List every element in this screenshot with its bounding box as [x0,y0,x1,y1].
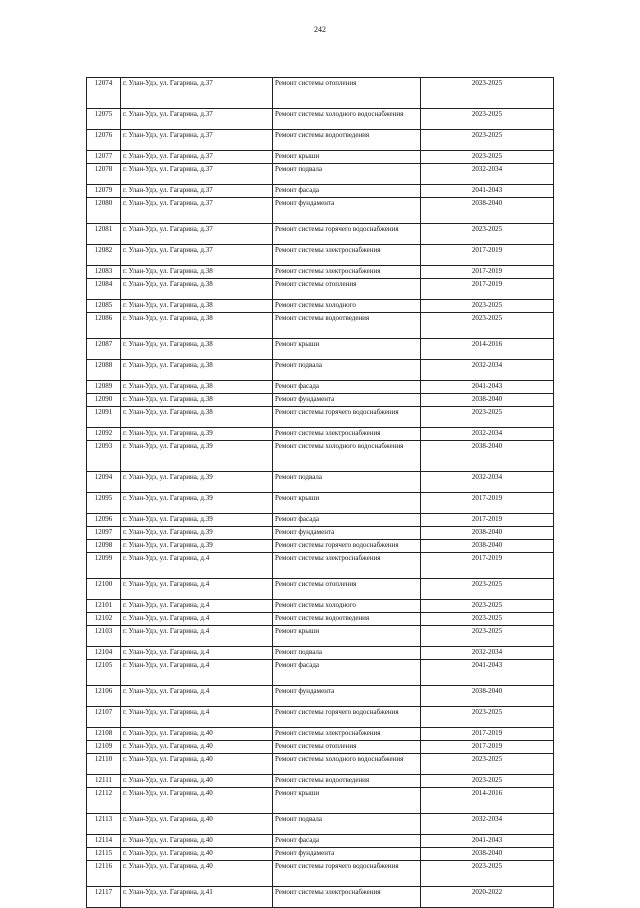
period-cell: 2014-2016 [421,788,554,814]
period-cell: 2041-2043 [421,381,554,394]
address-cell: г. Улан-Удэ, ул. Гагарина, д.4 [121,600,273,613]
work-type-cell: Ремонт фасада [273,381,421,394]
row-id-cell: 12117 [87,887,121,908]
table-row [87,407,554,428]
row-id-cell: 12074 [87,78,121,109]
table-row [87,613,554,626]
work-type-cell: Ремонт системы холодного [273,600,421,613]
row-id-cell: 12110 [87,754,121,775]
address-cell: г. Улан-Удэ, ул. Гагарина, д.4 [121,626,273,647]
address-cell: г. Улан-Удэ, ул. Гагарина, д.39 [121,493,273,514]
work-type-cell: Ремонт крыши [273,788,421,814]
work-type-cell: Ремонт системы отопления [273,78,421,109]
row-id-cell: 12105 [87,660,121,686]
period-cell: 2032-2034 [421,428,554,441]
row-id-cell: 12102 [87,613,121,626]
repair-schedule-table [86,77,554,908]
work-type-cell: Ремонт системы горячего водоснабжения [273,407,421,428]
address-cell: г. Улан-Удэ, ул. Гагарина, д.38 [121,394,273,407]
work-type-cell: Ремонт системы холодного водоснабжения [273,754,421,775]
work-type-cell: Ремонт системы водоотведения [273,313,421,339]
address-cell: г. Улан-Удэ, ул. Гагарина, д.40 [121,848,273,861]
period-cell: 2023-2025 [421,224,554,245]
period-cell: 2020-2022 [421,887,554,908]
period-cell: 2038-2040 [421,394,554,407]
row-id-cell: 12081 [87,224,121,245]
period-cell: 2017-2019 [421,266,554,279]
work-type-cell: Ремонт системы электроснабжения [273,887,421,908]
address-cell: г. Улан-Удэ, ул. Гагарина, д.37 [121,224,273,245]
period-cell: 2038-2040 [421,527,554,540]
row-id-cell: 12094 [87,472,121,493]
table-row [87,109,554,130]
work-type-cell: Ремонт фундамента [273,527,421,540]
row-id-cell: 12115 [87,848,121,861]
period-cell: 2032-2034 [421,472,554,493]
period-cell: 2023-2025 [421,707,554,728]
table-row [87,279,554,300]
table-row [87,887,554,908]
work-type-cell: Ремонт фасада [273,835,421,848]
work-type-cell: Ремонт крыши [273,626,421,647]
row-id-cell: 12097 [87,527,121,540]
work-type-cell: Ремонт системы горячего водоснабжения [273,224,421,245]
work-type-cell: Ремонт подвала [273,472,421,493]
work-type-cell: Ремонт фасада [273,514,421,527]
period-cell: 2017-2019 [421,741,554,754]
row-id-cell: 12096 [87,514,121,527]
work-type-cell: Ремонт крыши [273,151,421,164]
table-row [87,848,554,861]
row-id-cell: 12109 [87,741,121,754]
table-row [87,164,554,185]
period-cell: 2023-2025 [421,78,554,109]
table-row [87,579,554,600]
row-id-cell: 12087 [87,339,121,360]
address-cell: г. Улан-Удэ, ул. Гагарина, д.40 [121,788,273,814]
period-cell: 2041-2043 [421,835,554,848]
row-id-cell: 12083 [87,266,121,279]
row-id-cell: 12076 [87,130,121,151]
table-row [87,339,554,360]
address-cell: г. Улан-Удэ, ул. Гагарина, д.40 [121,741,273,754]
address-cell: г. Улан-Удэ, ул. Гагарина, д.39 [121,527,273,540]
table-row [87,686,554,707]
period-cell: 2017-2019 [421,279,554,300]
address-cell: г. Улан-Удэ, ул. Гагарина, д.4 [121,660,273,686]
table-row [87,660,554,686]
work-type-cell: Ремонт фундамента [273,394,421,407]
work-type-cell: Ремонт системы водоотведения [273,613,421,626]
row-id-cell: 12080 [87,198,121,224]
table-row [87,493,554,514]
period-cell: 2038-2040 [421,848,554,861]
work-type-cell: Ремонт системы горячего водоснабжения [273,540,421,553]
work-type-cell: Ремонт системы отопления [273,741,421,754]
period-cell: 2017-2019 [421,553,554,579]
period-cell: 2023-2025 [421,313,554,339]
work-type-cell: Ремонт системы электроснабжения [273,266,421,279]
table-row [87,313,554,339]
table-row [87,861,554,887]
address-cell: г. Улан-Удэ, ул. Гагарина, д.37 [121,245,273,266]
table-row [87,553,554,579]
row-id-cell: 12098 [87,540,121,553]
address-cell: г. Улан-Удэ, ул. Гагарина, д.37 [121,151,273,164]
work-type-cell: Ремонт системы холодного водоснабжения [273,441,421,472]
row-id-cell: 12103 [87,626,121,647]
work-type-cell: Ремонт подвала [273,164,421,185]
work-type-cell: Ремонт фасада [273,660,421,686]
row-id-cell: 12114 [87,835,121,848]
work-type-cell: Ремонт системы отопления [273,279,421,300]
address-cell: г. Улан-Удэ, ул. Гагарина, д.39 [121,472,273,493]
period-cell: 2017-2019 [421,493,554,514]
row-id-cell: 12099 [87,553,121,579]
table-row [87,626,554,647]
period-cell: 2014-2016 [421,339,554,360]
table-row [87,775,554,788]
table-row [87,600,554,613]
table-row [87,527,554,540]
table-row [87,360,554,381]
work-type-cell: Ремонт системы электроснабжения [273,728,421,741]
period-cell: 2032-2034 [421,814,554,835]
work-type-cell: Ремонт системы электроснабжения [273,245,421,266]
address-cell: г. Улан-Удэ, ул. Гагарина, д.4 [121,647,273,660]
page-number: 242 [314,25,326,34]
row-id-cell: 12075 [87,109,121,130]
table-row [87,472,554,493]
address-cell: г. Улан-Удэ, ул. Гагарина, д.39 [121,540,273,553]
address-cell: г. Улан-Удэ, ул. Гагарина, д.37 [121,78,273,109]
address-cell: г. Улан-Удэ, ул. Гагарина, д.40 [121,814,273,835]
address-cell: г. Улан-Удэ, ул. Гагарина, д.38 [121,339,273,360]
row-id-cell: 12082 [87,245,121,266]
row-id-cell: 12100 [87,579,121,600]
table-row [87,814,554,835]
work-type-cell: Ремонт фундамента [273,686,421,707]
address-cell: г. Улан-Удэ, ул. Гагарина, д.39 [121,441,273,472]
row-id-cell: 12104 [87,647,121,660]
table-row [87,514,554,527]
row-id-cell: 12113 [87,814,121,835]
period-cell: 2023-2025 [421,613,554,626]
address-cell: г. Улан-Удэ, ул. Гагарина, д.38 [121,381,273,394]
row-id-cell: 12086 [87,313,121,339]
work-type-cell: Ремонт фундамента [273,198,421,224]
address-cell: г. Улан-Удэ, ул. Гагарина, д.38 [121,279,273,300]
address-cell: г. Улан-Удэ, ул. Гагарина, д.37 [121,130,273,151]
period-cell: 2032-2034 [421,164,554,185]
address-cell: г. Улан-Удэ, ул. Гагарина, д.38 [121,313,273,339]
row-id-cell: 12107 [87,707,121,728]
address-cell: г. Улан-Удэ, ул. Гагарина, д.4 [121,707,273,728]
row-id-cell: 12111 [87,775,121,788]
row-id-cell: 12095 [87,493,121,514]
address-cell: г. Улан-Удэ, ул. Гагарина, д.4 [121,613,273,626]
period-cell: 2041-2043 [421,660,554,686]
table-row [87,245,554,266]
row-id-cell: 12093 [87,441,121,472]
work-type-cell: Ремонт системы электроснабжения [273,428,421,441]
table-row [87,741,554,754]
table-row [87,788,554,814]
work-type-cell: Ремонт системы водоотведения [273,775,421,788]
address-cell: г. Улан-Удэ, ул. Гагарина, д.38 [121,300,273,313]
row-id-cell: 12085 [87,300,121,313]
period-cell: 2017-2019 [421,245,554,266]
period-cell: 2023-2025 [421,626,554,647]
address-cell: г. Улан-Удэ, ул. Гагарина, д.39 [121,428,273,441]
row-id-cell: 12112 [87,788,121,814]
table-row [87,835,554,848]
period-cell: 2023-2025 [421,600,554,613]
address-cell: г. Улан-Удэ, ул. Гагарина, д.38 [121,360,273,381]
period-cell: 2038-2040 [421,540,554,553]
address-cell: г. Улан-Удэ, ул. Гагарина, д.40 [121,835,273,848]
address-cell: г. Улан-Удэ, ул. Гагарина, д.37 [121,185,273,198]
row-id-cell: 12106 [87,686,121,707]
table-row [87,728,554,741]
table-row [87,300,554,313]
table-row [87,224,554,245]
work-type-cell: Ремонт системы горячего водоснабжения [273,861,421,887]
period-cell: 2023-2025 [421,775,554,788]
period-cell: 2038-2040 [421,686,554,707]
table-row [87,151,554,164]
row-id-cell: 12089 [87,381,121,394]
address-cell: г. Улан-Удэ, ул. Гагарина, д.38 [121,407,273,428]
row-id-cell: 12092 [87,428,121,441]
period-cell: 2041-2043 [421,185,554,198]
work-type-cell: Ремонт крыши [273,339,421,360]
period-cell: 2023-2025 [421,151,554,164]
work-type-cell: Ремонт системы водоотведения [273,130,421,151]
table-row [87,540,554,553]
work-type-cell: Ремонт системы холодного водоснабжения [273,109,421,130]
address-cell: г. Улан-Удэ, ул. Гагарина, д.39 [121,514,273,527]
period-cell: 2032-2034 [421,360,554,381]
period-cell: 2023-2025 [421,130,554,151]
table-row [87,381,554,394]
work-type-cell: Ремонт системы отопления [273,579,421,600]
table-row [87,647,554,660]
period-cell: 2023-2025 [421,300,554,313]
row-id-cell: 12108 [87,728,121,741]
address-cell: г. Улан-Удэ, ул. Гагарина, д.37 [121,109,273,130]
row-id-cell: 12077 [87,151,121,164]
period-cell: 2023-2025 [421,109,554,130]
work-type-cell: Ремонт подвала [273,814,421,835]
period-cell: 2032-2034 [421,647,554,660]
row-id-cell: 12078 [87,164,121,185]
table-row [87,266,554,279]
period-cell: 2017-2019 [421,728,554,741]
period-cell: 2038-2040 [421,198,554,224]
table-row [87,78,554,109]
work-type-cell: Ремонт фундамента [273,848,421,861]
table-row [87,394,554,407]
address-cell: г. Улан-Удэ, ул. Гагарина, д.40 [121,861,273,887]
table-row [87,130,554,151]
table-body [87,78,554,908]
address-cell: г. Улан-Удэ, ул. Гагарина, д.4 [121,553,273,579]
address-cell: г. Улан-Удэ, ул. Гагарина, д.4 [121,686,273,707]
table-row [87,707,554,728]
address-cell: г. Улан-Удэ, ул. Гагарина, д.40 [121,775,273,788]
work-type-cell: Ремонт системы холодного [273,300,421,313]
row-id-cell: 12091 [87,407,121,428]
row-id-cell: 12084 [87,279,121,300]
work-type-cell: Ремонт системы горячего водоснабжения [273,707,421,728]
address-cell: г. Улан-Удэ, ул. Гагарина, д.37 [121,198,273,224]
work-type-cell: Ремонт крыши [273,493,421,514]
period-cell: 2023-2025 [421,861,554,887]
address-cell: г. Улан-Удэ, ул. Гагарина, д.38 [121,266,273,279]
work-type-cell: Ремонт фасада [273,185,421,198]
address-cell: г. Улан-Удэ, ул. Гагарина, д.40 [121,754,273,775]
table-row [87,754,554,775]
row-id-cell: 12116 [87,861,121,887]
table-row [87,428,554,441]
work-type-cell: Ремонт системы электроснабжения [273,553,421,579]
period-cell: 2038-2040 [421,441,554,472]
address-cell: г. Улан-Удэ, ул. Гагарина, д.41 [121,887,273,908]
address-cell: г. Улан-Удэ, ул. Гагарина, д.40 [121,728,273,741]
period-cell: 2023-2025 [421,407,554,428]
row-id-cell: 12088 [87,360,121,381]
row-id-cell: 12079 [87,185,121,198]
row-id-cell: 12101 [87,600,121,613]
address-cell: г. Улан-Удэ, ул. Гагарина, д.4 [121,579,273,600]
period-cell: 2023-2025 [421,754,554,775]
table-row [87,441,554,472]
address-cell: г. Улан-Удэ, ул. Гагарина, д.37 [121,164,273,185]
work-type-cell: Ремонт подвала [273,647,421,660]
period-cell: 2017-2019 [421,514,554,527]
table-row [87,185,554,198]
work-type-cell: Ремонт подвала [273,360,421,381]
period-cell: 2023-2025 [421,579,554,600]
row-id-cell: 12090 [87,394,121,407]
table-row [87,198,554,224]
